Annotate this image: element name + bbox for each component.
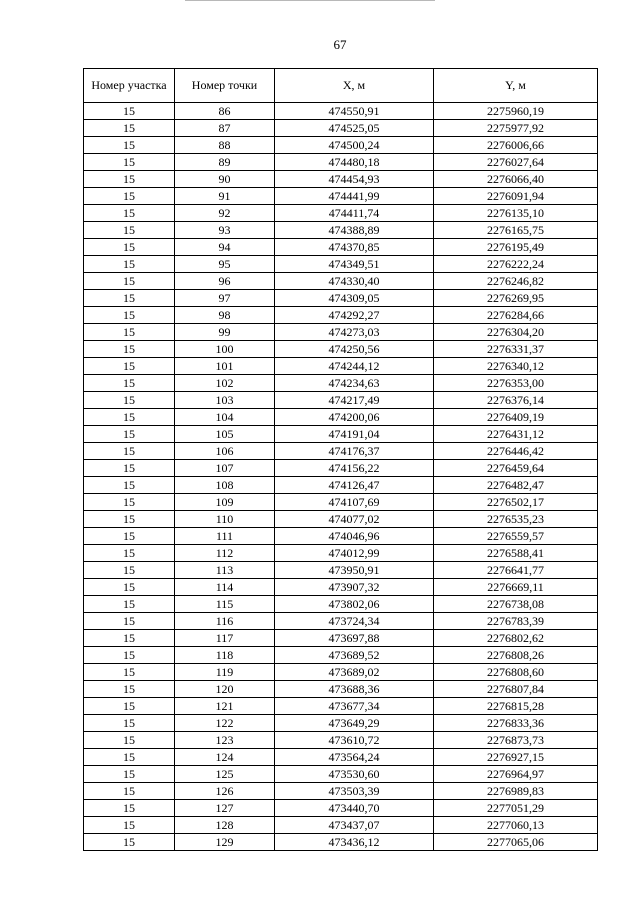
cell-plot-number: 15 [84,630,175,647]
header-point-number: Номер точки [175,69,275,103]
cell-plot-number: 15 [84,426,175,443]
cell-point-number: 111 [175,528,275,545]
cell-y-coordinate: 2276482,47 [434,477,598,494]
table-row [84,188,598,205]
cell-x-coordinate: 474441,99 [275,188,434,205]
cell-x-coordinate: 474200,06 [275,409,434,426]
table-row [84,103,598,120]
cell-plot-number: 15 [84,800,175,817]
cell-x-coordinate: 474349,51 [275,256,434,273]
cell-point-number: 116 [175,613,275,630]
table-row [84,766,598,783]
cell-y-coordinate: 2277051,29 [434,800,598,817]
table-row [84,239,598,256]
table-row [84,477,598,494]
cell-x-coordinate: 474550,91 [275,103,434,120]
cell-y-coordinate: 2276833,36 [434,715,598,732]
cell-plot-number: 15 [84,766,175,783]
cell-x-coordinate: 473440,70 [275,800,434,817]
cell-y-coordinate: 2276802,62 [434,630,598,647]
cell-y-coordinate: 2276873,73 [434,732,598,749]
header-y-coordinate: Y, м [434,69,598,103]
cell-y-coordinate: 2276091,94 [434,188,598,205]
cell-y-coordinate: 2276409,19 [434,409,598,426]
table-row [84,562,598,579]
cell-x-coordinate: 474156,22 [275,460,434,477]
cell-x-coordinate: 473724,34 [275,613,434,630]
table-row [84,137,598,154]
table-row [84,664,598,681]
cell-point-number: 127 [175,800,275,817]
table-row [84,409,598,426]
cell-point-number: 107 [175,460,275,477]
cell-x-coordinate: 474176,37 [275,443,434,460]
cell-point-number: 125 [175,766,275,783]
cell-x-coordinate: 474217,49 [275,392,434,409]
table-row [84,834,598,851]
cell-y-coordinate: 2276066,40 [434,171,598,188]
cell-x-coordinate: 474107,69 [275,494,434,511]
cell-x-coordinate: 474330,40 [275,273,434,290]
cell-plot-number: 15 [84,188,175,205]
cell-point-number: 88 [175,137,275,154]
cell-plot-number: 15 [84,647,175,664]
cell-plot-number: 15 [84,681,175,698]
cell-point-number: 113 [175,562,275,579]
cell-y-coordinate: 2276989,83 [434,783,598,800]
cell-point-number: 123 [175,732,275,749]
cell-point-number: 115 [175,596,275,613]
table-row [84,817,598,834]
coordinates-table [83,68,598,851]
cell-point-number: 124 [175,749,275,766]
cell-plot-number: 15 [84,103,175,120]
cell-y-coordinate: 2276559,57 [434,528,598,545]
table-row [84,528,598,545]
cell-plot-number: 15 [84,205,175,222]
cell-point-number: 96 [175,273,275,290]
table-row [84,154,598,171]
cell-point-number: 118 [175,647,275,664]
table-row [84,205,598,222]
cell-y-coordinate: 2276502,17 [434,494,598,511]
cell-x-coordinate: 473436,12 [275,834,434,851]
cell-y-coordinate: 2276807,84 [434,681,598,698]
table-row [84,341,598,358]
table-row [84,732,598,749]
cell-x-coordinate: 474388,89 [275,222,434,239]
cell-plot-number: 15 [84,358,175,375]
cell-y-coordinate: 2276304,20 [434,324,598,341]
cell-x-coordinate: 473697,88 [275,630,434,647]
cell-y-coordinate: 2276446,42 [434,443,598,460]
cell-x-coordinate: 473610,72 [275,732,434,749]
cell-x-coordinate: 474077,02 [275,511,434,528]
cell-y-coordinate: 2276376,14 [434,392,598,409]
cell-point-number: 92 [175,205,275,222]
table-row [84,630,598,647]
table-row [84,256,598,273]
cell-plot-number: 15 [84,239,175,256]
cell-x-coordinate: 474273,03 [275,324,434,341]
cell-point-number: 104 [175,409,275,426]
cell-point-number: 128 [175,817,275,834]
cell-y-coordinate: 2276353,00 [434,375,598,392]
cell-point-number: 121 [175,698,275,715]
cell-x-coordinate: 474292,27 [275,307,434,324]
table-row [84,120,598,137]
cell-x-coordinate: 473907,32 [275,579,434,596]
cell-x-coordinate: 473649,29 [275,715,434,732]
cell-y-coordinate: 2276783,39 [434,613,598,630]
table-row [84,324,598,341]
cell-point-number: 102 [175,375,275,392]
cell-point-number: 93 [175,222,275,239]
cell-x-coordinate: 474309,05 [275,290,434,307]
cell-plot-number: 15 [84,528,175,545]
cell-y-coordinate: 2276222,24 [434,256,598,273]
cell-plot-number: 15 [84,307,175,324]
cell-y-coordinate: 2275960,19 [434,103,598,120]
cell-y-coordinate: 2276535,23 [434,511,598,528]
table-row [84,460,598,477]
cell-x-coordinate: 474244,12 [275,358,434,375]
cell-x-coordinate: 474250,56 [275,341,434,358]
cell-x-coordinate: 473503,39 [275,783,434,800]
table-row [84,596,598,613]
cell-plot-number: 15 [84,137,175,154]
cell-point-number: 97 [175,290,275,307]
cell-y-coordinate: 2276006,66 [434,137,598,154]
cell-plot-number: 15 [84,154,175,171]
cell-point-number: 106 [175,443,275,460]
cell-x-coordinate: 474126,47 [275,477,434,494]
cell-x-coordinate: 474191,04 [275,426,434,443]
table-row [84,545,598,562]
table-body [84,103,598,851]
table-row [84,698,598,715]
cell-x-coordinate: 474234,63 [275,375,434,392]
table-row [84,647,598,664]
cell-y-coordinate: 2276641,77 [434,562,598,579]
header-x-coordinate: X, м [275,69,434,103]
cell-y-coordinate: 2276738,08 [434,596,598,613]
cell-plot-number: 15 [84,494,175,511]
cell-y-coordinate: 2276588,41 [434,545,598,562]
cell-point-number: 100 [175,341,275,358]
cell-point-number: 112 [175,545,275,562]
table-row [84,358,598,375]
cell-plot-number: 15 [84,698,175,715]
table-row [84,273,598,290]
cell-point-number: 89 [175,154,275,171]
cell-x-coordinate: 474370,85 [275,239,434,256]
cell-point-number: 114 [175,579,275,596]
cell-x-coordinate: 473802,06 [275,596,434,613]
cell-plot-number: 15 [84,324,175,341]
cell-y-coordinate: 2276246,82 [434,273,598,290]
page-number: 67 [333,37,347,52]
table-row [84,715,598,732]
cell-point-number: 129 [175,834,275,851]
cell-point-number: 90 [175,171,275,188]
cell-plot-number: 15 [84,290,175,307]
cell-x-coordinate: 474454,93 [275,171,434,188]
cell-plot-number: 15 [84,834,175,851]
cell-y-coordinate: 2276135,10 [434,205,598,222]
cell-plot-number: 15 [84,171,175,188]
cell-plot-number: 15 [84,341,175,358]
cell-x-coordinate: 474480,18 [275,154,434,171]
table-row [84,494,598,511]
cell-point-number: 101 [175,358,275,375]
cell-y-coordinate: 2276195,49 [434,239,598,256]
cell-plot-number: 15 [84,664,175,681]
cell-point-number: 98 [175,307,275,324]
cell-point-number: 122 [175,715,275,732]
cell-point-number: 95 [175,256,275,273]
table-row [84,222,598,239]
cell-y-coordinate: 2277060,13 [434,817,598,834]
table-row [84,426,598,443]
cell-y-coordinate: 2276808,26 [434,647,598,664]
cell-y-coordinate: 2276269,95 [434,290,598,307]
table-row [84,375,598,392]
cell-y-coordinate: 2276331,37 [434,341,598,358]
cell-plot-number: 15 [84,545,175,562]
header-plot-number: Номер участка [84,69,175,103]
cell-point-number: 94 [175,239,275,256]
cell-point-number: 119 [175,664,275,681]
cell-y-coordinate: 2276431,12 [434,426,598,443]
cell-plot-number: 15 [84,749,175,766]
cell-point-number: 87 [175,120,275,137]
cell-plot-number: 15 [84,392,175,409]
cell-plot-number: 15 [84,579,175,596]
cell-x-coordinate: 473437,07 [275,817,434,834]
cell-plot-number: 15 [84,375,175,392]
cell-x-coordinate: 473688,36 [275,681,434,698]
cell-plot-number: 15 [84,817,175,834]
table-row [84,307,598,324]
cell-y-coordinate: 2276284,66 [434,307,598,324]
cell-y-coordinate: 2276027,64 [434,154,598,171]
cell-plot-number: 15 [84,596,175,613]
table-row [84,681,598,698]
cell-x-coordinate: 473689,02 [275,664,434,681]
table-row [84,579,598,596]
cell-plot-number: 15 [84,256,175,273]
cell-y-coordinate: 2276165,75 [434,222,598,239]
table-row [84,613,598,630]
cell-y-coordinate: 2276964,97 [434,766,598,783]
cell-plot-number: 15 [84,443,175,460]
cell-point-number: 109 [175,494,275,511]
table-row [84,443,598,460]
cell-y-coordinate: 2276459,64 [434,460,598,477]
table-row [84,511,598,528]
cell-y-coordinate: 2276340,12 [434,358,598,375]
cell-x-coordinate: 474411,74 [275,205,434,222]
cell-x-coordinate: 473530,60 [275,766,434,783]
cell-point-number: 126 [175,783,275,800]
cell-point-number: 117 [175,630,275,647]
cell-plot-number: 15 [84,613,175,630]
cell-plot-number: 15 [84,120,175,137]
cell-y-coordinate: 2276815,28 [434,698,598,715]
cell-plot-number: 15 [84,477,175,494]
cell-y-coordinate: 2276808,60 [434,664,598,681]
cell-x-coordinate: 473950,91 [275,562,434,579]
cell-point-number: 120 [175,681,275,698]
table-row [84,290,598,307]
cell-y-coordinate: 2276927,15 [434,749,598,766]
cell-plot-number: 15 [84,460,175,477]
cell-point-number: 86 [175,103,275,120]
cell-x-coordinate: 473677,34 [275,698,434,715]
cell-point-number: 91 [175,188,275,205]
cell-x-coordinate: 474500,24 [275,137,434,154]
cell-x-coordinate: 474012,99 [275,545,434,562]
cell-plot-number: 15 [84,273,175,290]
cell-point-number: 105 [175,426,275,443]
page-top-rule [185,0,435,1]
cell-y-coordinate: 2276669,11 [434,579,598,596]
table-row [84,783,598,800]
cell-point-number: 108 [175,477,275,494]
cell-x-coordinate: 474046,96 [275,528,434,545]
cell-plot-number: 15 [84,409,175,426]
table-header [84,69,598,103]
table-row [84,171,598,188]
cell-point-number: 103 [175,392,275,409]
cell-x-coordinate: 473689,52 [275,647,434,664]
table-row [84,392,598,409]
cell-point-number: 110 [175,511,275,528]
cell-point-number: 99 [175,324,275,341]
cell-y-coordinate: 2277065,06 [434,834,598,851]
cell-plot-number: 15 [84,732,175,749]
cell-x-coordinate: 474525,05 [275,120,434,137]
cell-y-coordinate: 2275977,92 [434,120,598,137]
cell-plot-number: 15 [84,715,175,732]
header-row [84,69,598,103]
cell-plot-number: 15 [84,222,175,239]
cell-plot-number: 15 [84,783,175,800]
table-row [84,800,598,817]
table-row [84,749,598,766]
cell-plot-number: 15 [84,511,175,528]
cell-x-coordinate: 473564,24 [275,749,434,766]
cell-plot-number: 15 [84,562,175,579]
